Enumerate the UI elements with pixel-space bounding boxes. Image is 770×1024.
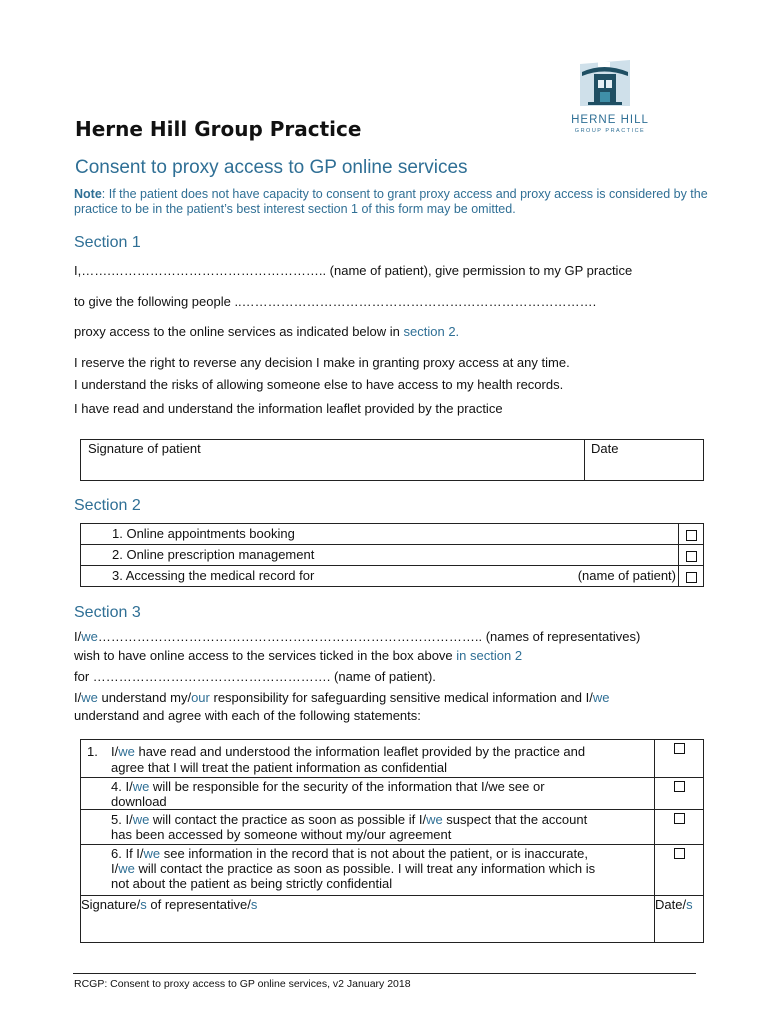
patient-date-field[interactable]: [585, 440, 704, 481]
section1-line3: [74, 324, 459, 340]
logo-subtitle: GROUP PRACTICE: [574, 128, 646, 134]
name-of-patient-hint: (name of patient): [577, 568, 676, 583]
statement-row: 1. I/we have read and understood the information leaflet provided by the practice and agree that I will treat the patient information as confidential: [81, 740, 704, 778]
statement-row: 5. I/we will contact the practice as soon as possible if I/we suspect that the account has been accessed by someone without my/our agreement: [81, 810, 704, 845]
statement5-checkbox[interactable]: [674, 813, 685, 824]
services-table: [80, 523, 704, 587]
medical-record-checkbox[interactable]: [686, 572, 697, 583]
section1-heading: Section 1: [74, 234, 141, 251]
section1-line1: I,…….………………………………………….. (name of patient), give permission to my GP practice: [74, 263, 633, 278]
service-row: [81, 524, 704, 545]
service-medical-record: 3. Accessing the medical record for: [112, 568, 315, 583]
section2-reference-link: in section 2: [456, 648, 523, 663]
patient-signature-label: Signature of patient: [88, 441, 201, 456]
section3-line2: wish to have online access to the services ticked in the box above in section 2: [74, 648, 523, 663]
section2-reference: section 2.: [403, 324, 460, 339]
patient-date-label: Date: [591, 441, 619, 456]
service-row: [81, 545, 704, 566]
practice-name: Herne Hill Group Practice: [75, 117, 362, 141]
statement-leaflet: I have read and understand the information leaflet provided by the practice: [74, 401, 503, 416]
logo-name: HERNE HILL: [571, 114, 649, 126]
service-prescriptions: 2. Online prescription management: [112, 547, 315, 562]
statement1-checkbox[interactable]: [674, 743, 685, 754]
note-text: : If the patient does not have capacity to consent to grant proxy access and proxy access is considered by the practice to be in the patient’s best interest section 1 of this form may be omitted.: [74, 187, 708, 216]
statement6-checkbox[interactable]: [674, 848, 685, 859]
document-title: Consent to proxy access to GP online services: [75, 157, 468, 178]
statement4-checkbox[interactable]: [674, 781, 685, 792]
section1-line3-text: proxy access to the online services as indicated below in: [74, 324, 404, 339]
section3-heading: Section 3: [74, 604, 141, 621]
section1-line2: to give the following people ..……………………………………………………………………….: [74, 294, 597, 309]
representative-date-field[interactable]: Date/s: [655, 896, 704, 943]
section3-line4: I/we understand my/our responsibility for safeguarding sensitive medical information and I/we: [74, 690, 610, 705]
prescriptions-checkbox[interactable]: [686, 551, 697, 562]
representative-signature-field[interactable]: Signature/s of representative/s: [81, 896, 655, 943]
patient-signature-table: [80, 439, 704, 481]
statement-row: 6. If I/we see information in the record that is not about the patient, or is inaccurate, I/we will contact the practice as soon as possible. I will treat any information which is not about the patient as being strictly confidential: [81, 845, 704, 896]
statement-row: 4. I/we will be responsible for the security of the information that I/we see or download: [81, 778, 704, 810]
note-paragraph: [74, 187, 714, 217]
section3-line1: I/we…………………………………………………………………………….. (names of representatives): [74, 629, 641, 644]
footer-text: RCGP: Consent to proxy access to GP online services, v2 January 2018: [74, 978, 411, 990]
statement-reserve: I reserve the right to reverse any decision I make in granting proxy access at any time.: [74, 355, 570, 370]
section3-line5: understand and agree with each of the following statements:: [74, 708, 421, 723]
footer-divider: [73, 973, 696, 974]
section2-heading: Section 2: [74, 497, 141, 514]
note-label: Note: [74, 187, 102, 201]
section3-line3: for ………………………………………………. (name of patient).: [74, 669, 436, 684]
statement-risks: I understand the risks of allowing someone else to have access to my health records.: [74, 377, 564, 392]
service-row: [81, 566, 704, 587]
service-appointments: 1. Online appointments booking: [112, 526, 295, 541]
appointments-checkbox[interactable]: [686, 530, 697, 541]
representative-statements-table: [80, 739, 704, 943]
patient-signature-field[interactable]: [81, 440, 585, 481]
